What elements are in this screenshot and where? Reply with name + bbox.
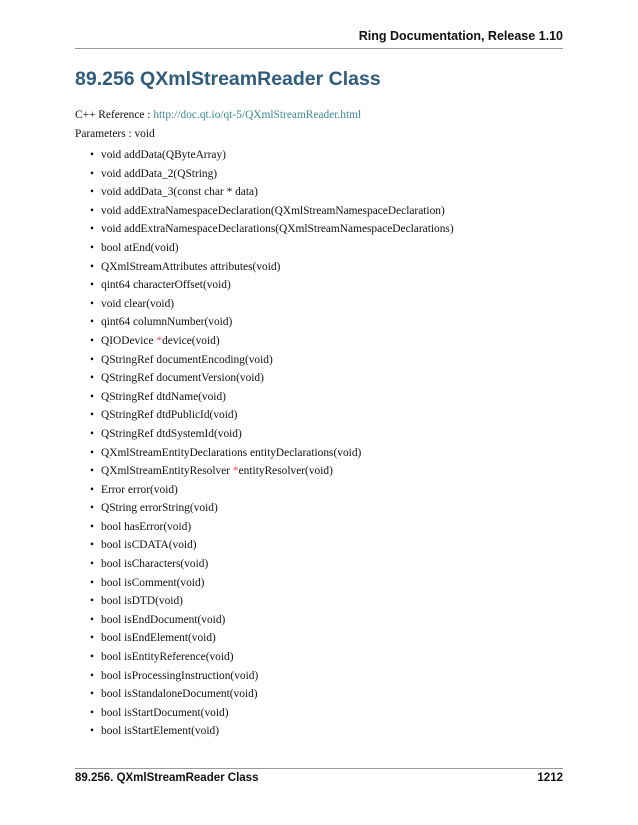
method-signature: qint64 characterOffset(void) [101,279,231,292]
method-signature: void addExtraNamespaceDeclarations(QXmlStreamNamespaceDeclarations) [101,223,454,236]
bullet-icon: • [90,149,94,161]
list-item [90,536,454,555]
cpp-reference-line [75,109,361,121]
bullet-icon: • [90,595,94,608]
list-item [90,406,454,425]
bullet-icon: • [90,465,94,478]
bullet-icon: • [90,390,94,403]
list-item [90,202,454,221]
method-signature: QStringRef dtdName(void) [101,390,226,403]
footer-divider [75,768,563,769]
method-signature: bool isCDATA(void) [101,539,197,552]
parameters-line: Parameters : void [75,128,155,140]
bullet-icon: • [90,186,94,199]
method-signature-rest: device(void) [162,334,220,347]
list-item [90,611,454,630]
list-item [90,183,454,202]
method-signature: bool isDTD(void) [101,595,183,608]
bullet-icon: • [90,651,94,664]
pointer-asterisk: * [232,465,239,478]
method-signature: bool isComment(void) [101,576,205,589]
method-list [90,146,454,741]
method-signature: bool isEntityReference(void) [101,651,234,664]
bullet-icon: • [90,613,94,626]
method-signature: void addExtraNamespaceDeclaration(QXmlStreamNamespaceDeclaration) [101,204,445,217]
list-item [90,276,454,295]
method-signature: QStringRef documentVersion(void) [101,372,264,385]
list-item [90,499,454,518]
bullet-icon: • [90,427,94,440]
list-item [90,165,454,184]
method-signature: Error error(void) [101,483,178,496]
bullet-icon: • [90,241,94,254]
list-item [90,313,454,332]
list-item [90,369,454,388]
method-signature: qint64 columnNumber(void) [101,316,233,329]
list-item [90,146,454,165]
method-signature: QXmlStreamEntityResolver [101,465,233,478]
bullet-icon: • [90,446,94,459]
bullet-icon: • [90,204,94,217]
list-item [90,518,454,537]
footer-section-label: 89.256. QXmlStreamReader Class [75,772,259,784]
cpp-reference-link[interactable]: http://doc.qt.io/qt-5/QXmlStreamReader.html [153,109,362,121]
list-item [90,239,454,258]
list-item [90,667,454,686]
bullet-icon: • [90,669,94,682]
method-signature: bool isCharacters(void) [101,558,209,571]
bullet-icon: • [90,167,94,180]
method-signature: QString errorString(void) [101,502,218,515]
bullet-icon: • [90,725,94,738]
bullet-icon: • [90,316,94,329]
list-item [90,574,454,593]
bullet-icon: • [90,409,94,422]
bullet-icon: • [90,334,94,347]
bullet-icon: • [90,502,94,515]
method-signature: bool isStartDocument(void) [101,706,229,719]
list-item [90,332,454,351]
bullet-icon: • [90,483,94,496]
bullet-icon: • [90,372,94,385]
method-signature: QIODevice [101,334,157,347]
list-item [90,722,454,741]
pointer-asterisk: * [156,334,163,347]
method-signature: bool isEndDocument(void) [101,613,226,626]
method-signature: QStringRef dtdSystemId(void) [101,427,242,440]
list-item [90,388,454,407]
list-item [90,648,454,667]
bullet-icon: • [90,520,94,533]
list-item [90,685,454,704]
list-item [90,704,454,723]
method-signature: QXmlStreamAttributes attributes(void) [101,260,281,273]
section-title: 89.256 QXmlStreamReader Class [75,68,381,90]
method-signature: bool isEndElement(void) [101,632,216,645]
bullet-icon: • [90,353,94,366]
method-signature: void addData_2(QString) [101,167,218,180]
bullet-icon: • [90,223,94,236]
list-item [90,555,454,574]
list-item [90,462,454,481]
method-signature: void addData(QByteArray) [101,149,226,161]
list-item [90,592,454,611]
bullet-icon: • [90,576,94,589]
cpp-reference-label: C++ Reference : [75,109,154,121]
bullet-icon: • [90,279,94,292]
list-item [90,295,454,314]
method-signature: bool isStandaloneDocument(void) [101,688,258,701]
list-item [90,220,454,239]
list-item [90,629,454,648]
bullet-icon: • [90,632,94,645]
method-signature: bool isProcessingInstruction(void) [101,669,259,682]
method-signature-rest: entityResolver(void) [238,465,333,478]
bullet-icon: • [90,260,94,273]
bullet-icon: • [90,558,94,571]
running-header: Ring Documentation, Release 1.10 [358,29,563,43]
method-signature: void addData_3(const char * data) [101,186,258,199]
method-signature: void clear(void) [101,297,175,310]
method-signature: QStringRef documentEncoding(void) [101,353,273,366]
header-divider [75,48,563,49]
list-item [90,425,454,444]
method-signature: bool hasError(void) [101,520,192,533]
method-signature: QXmlStreamEntityDeclarations entityDeclarations(void) [101,446,362,459]
method-signature: bool atEnd(void) [101,241,179,254]
list-item [90,351,454,370]
bullet-icon: • [90,297,94,310]
list-item [90,481,454,500]
footer-page-number: 1212 [537,772,563,784]
bullet-icon: • [90,688,94,701]
list-item [90,444,454,463]
bullet-icon: • [90,706,94,719]
bullet-icon: • [90,539,94,552]
method-signature: QStringRef dtdPublicId(void) [101,409,238,422]
list-item [90,258,454,277]
method-signature: bool isStartElement(void) [101,725,219,738]
